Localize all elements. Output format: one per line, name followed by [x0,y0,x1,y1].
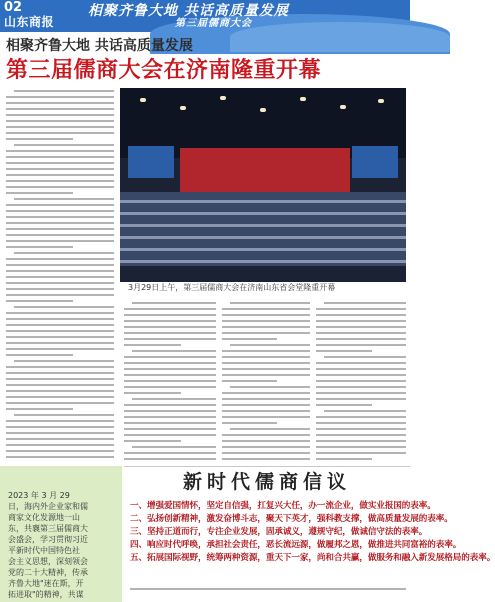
text-line [316,308,406,310]
conference-photo [120,88,406,282]
text-line [6,174,114,176]
text-line [124,368,216,370]
text-line [124,314,216,316]
text-line [124,356,216,358]
article-column-2 [222,302,310,464]
text-line [124,326,216,328]
side-commentary-box [0,466,122,602]
text-line [6,264,114,266]
text-line [6,318,114,320]
text-line [6,342,114,344]
text-line [316,320,406,322]
side-screen-right [352,146,398,178]
credo-item: 三、坚持正道而行，专注企业发展，固承诚义，遵规守纪，做诚信守法的表率。 [130,527,428,537]
text-line [14,198,114,200]
credo-item: 二、弘扬创新精神，激发奋博斗志，聚天下英才，强科教支撑，做高质量发展的表率。 [130,514,453,524]
side-commentary-text [8,490,116,600]
newspaper-name: 山东商报 [4,15,55,29]
side-commentary-line: 党的二十大精神，传承 [8,568,88,577]
text-line [222,374,310,376]
side-screen-left [128,146,174,178]
text-line [124,332,216,334]
text-line [316,386,406,388]
text-line [6,366,114,368]
text-line [6,192,73,194]
text-line [222,368,310,370]
text-line [316,458,372,460]
text-line [6,372,114,374]
audience-row [120,236,406,239]
text-line [14,414,114,416]
text-line [6,210,114,212]
text-line [6,336,114,338]
text-line [222,326,310,328]
text-line [6,102,114,104]
text-line [316,380,406,382]
text-line [6,168,114,170]
text-line [6,324,114,326]
ceiling-light [300,97,306,101]
text-line [6,216,114,218]
text-line [6,114,114,116]
text-line [6,156,114,158]
text-line [6,222,114,224]
text-line [316,446,406,448]
text-line [222,398,310,400]
photo-caption: 3月29日上午，第三届儒商大会在济南山东省会堂隆重开幕 [128,283,336,292]
text-line [124,440,181,442]
text-line [6,288,114,290]
article-column-left [6,90,114,462]
side-commentary-line: 平新时代中国特色社 [8,546,80,555]
text-line [124,416,216,418]
text-line [324,356,406,358]
article-kicker: 相聚齐鲁大地 共话高质量发展 [6,38,193,54]
text-line [316,332,406,334]
text-line [316,440,406,442]
text-line [6,444,114,446]
text-line [222,356,310,358]
audience-row [120,260,406,263]
text-line [6,456,114,458]
text-line [6,258,114,260]
text-line [132,350,216,352]
side-commentary-line: 拓进取"的精神，共谋 [8,590,84,599]
stage-backdrop [180,148,350,192]
text-line [316,428,406,430]
audience-row [120,200,406,203]
text-line [6,204,114,206]
text-line [6,240,114,242]
text-line [6,162,114,164]
text-line [124,410,216,412]
text-line [6,150,114,152]
text-line [316,338,406,340]
text-line [222,380,277,382]
text-line [222,320,310,322]
article-column-1 [124,302,216,464]
text-line [222,458,310,460]
ceiling-light [378,99,384,103]
section-title: 第三届儒商大会 [175,18,252,29]
text-line [6,354,73,356]
text-line [124,308,216,310]
text-line [324,302,406,304]
text-line [222,422,277,424]
text-line [14,360,114,362]
banner-wave-decoration [230,22,450,52]
text-line [124,404,216,406]
text-line [6,132,114,134]
text-line [6,138,73,140]
side-commentary-line: 日，海内外企业家和儒 [8,502,88,511]
text-line [132,398,216,400]
text-line [324,410,406,412]
text-line [6,330,114,332]
text-line [6,432,114,434]
text-line [230,302,310,304]
text-line [222,452,310,454]
text-line [222,350,310,352]
text-line [6,270,114,272]
side-commentary-line: 会盛会，学习贯彻习近 [8,535,88,544]
text-line [132,302,216,304]
text-line [6,96,114,98]
text-line [6,348,114,350]
text-line [316,326,406,328]
text-line [124,344,181,346]
credo-item: 五、拓展国际视野，统筹两种资源，重天下一家，尚和合共赢，做服务和融入新发展格局的表率。 [130,553,495,563]
text-line [6,384,114,386]
audience-area [120,192,406,266]
page-number: 02 [4,0,23,15]
ceiling-light [220,96,226,100]
text-line [222,440,310,442]
text-line [222,314,310,316]
text-line [316,392,406,394]
audience-row [120,248,406,251]
text-line [6,108,114,110]
text-line [316,416,406,418]
text-line [6,294,114,296]
text-line [6,390,114,392]
text-line [124,452,216,454]
text-line [316,422,406,424]
text-line [14,90,114,92]
text-line [6,408,73,410]
text-line [316,374,406,376]
text-line [6,228,114,230]
text-line [316,368,406,370]
section-divider [124,466,410,467]
text-line [316,452,406,454]
text-line [6,450,114,452]
text-line [124,428,216,430]
ceiling-light [340,105,346,109]
text-line [124,392,181,394]
text-line [6,378,114,380]
text-line [6,186,114,188]
side-commentary-line: 商家文化发源地一山 [8,513,80,522]
text-line [222,410,310,412]
credo-item: 四、响应时代呼唤，承担社会责任，恶长流远源，做履邦之恩，做推进共同富裕的表率。 [130,540,462,550]
article-headline: 第三届儒商大会在济南隆重开幕 [6,57,322,83]
audience-row [120,224,406,227]
side-commentary-line: 东，共襄第三届儒商大 [8,524,88,533]
text-line [6,438,114,440]
ceiling-light [180,106,186,110]
text-line [124,458,216,460]
text-line [230,428,310,430]
banner-slogan: 相聚齐鲁大地 共话高质量发展 [88,3,289,19]
text-line [222,446,310,448]
text-line [316,362,406,364]
ceiling-light [260,108,266,112]
text-line [6,120,114,122]
text-line [6,312,114,314]
text-line [316,398,406,400]
text-line [230,344,310,346]
text-line [230,386,310,388]
credo-list [130,500,495,565]
text-line [124,380,216,382]
text-line [6,282,114,284]
text-line [6,420,114,422]
text-line [124,422,216,424]
text-line [222,332,310,334]
audience-row [120,212,406,215]
text-line [316,314,406,316]
text-line [222,416,310,418]
text-line [222,434,310,436]
text-line [6,246,73,248]
side-commentary-line: 会主义思想，深刻领会 [8,557,88,566]
text-line [124,386,216,388]
text-line [222,362,310,364]
side-commentary-line: 2023 年 3 月 29 [8,491,70,500]
ceiling-light [140,98,146,102]
text-line [222,404,310,406]
side-commentary-line: 齐鲁大地"迷在斯，开 [8,579,84,588]
text-line [316,404,372,406]
text-line [316,434,406,436]
text-line [6,276,114,278]
text-line [6,300,73,302]
text-line [6,234,114,236]
text-line [6,396,114,398]
text-line [124,320,216,322]
text-line [222,338,277,340]
text-line [124,434,216,436]
article-column-3 [316,302,406,464]
text-line [316,350,372,352]
credo-title: 新时代儒商信议 [182,471,351,493]
text-line [222,308,310,310]
text-line [222,392,310,394]
credo-item: 一、增强爱国情怀，坚定自信强，扛复兴大任，办一流企业，做实业报国的表率。 [130,501,436,511]
text-line [14,144,114,146]
text-line [124,374,216,376]
text-line [132,446,216,448]
masthead-banner [0,0,410,32]
text-line [6,126,114,128]
text-line [6,180,114,182]
text-line [6,426,114,428]
credo-footnote [130,588,406,594]
text-line [14,306,114,308]
text-line [316,344,406,346]
text-line [124,362,216,364]
text-line [124,338,216,340]
text-line [6,402,114,404]
text-line [14,252,114,254]
